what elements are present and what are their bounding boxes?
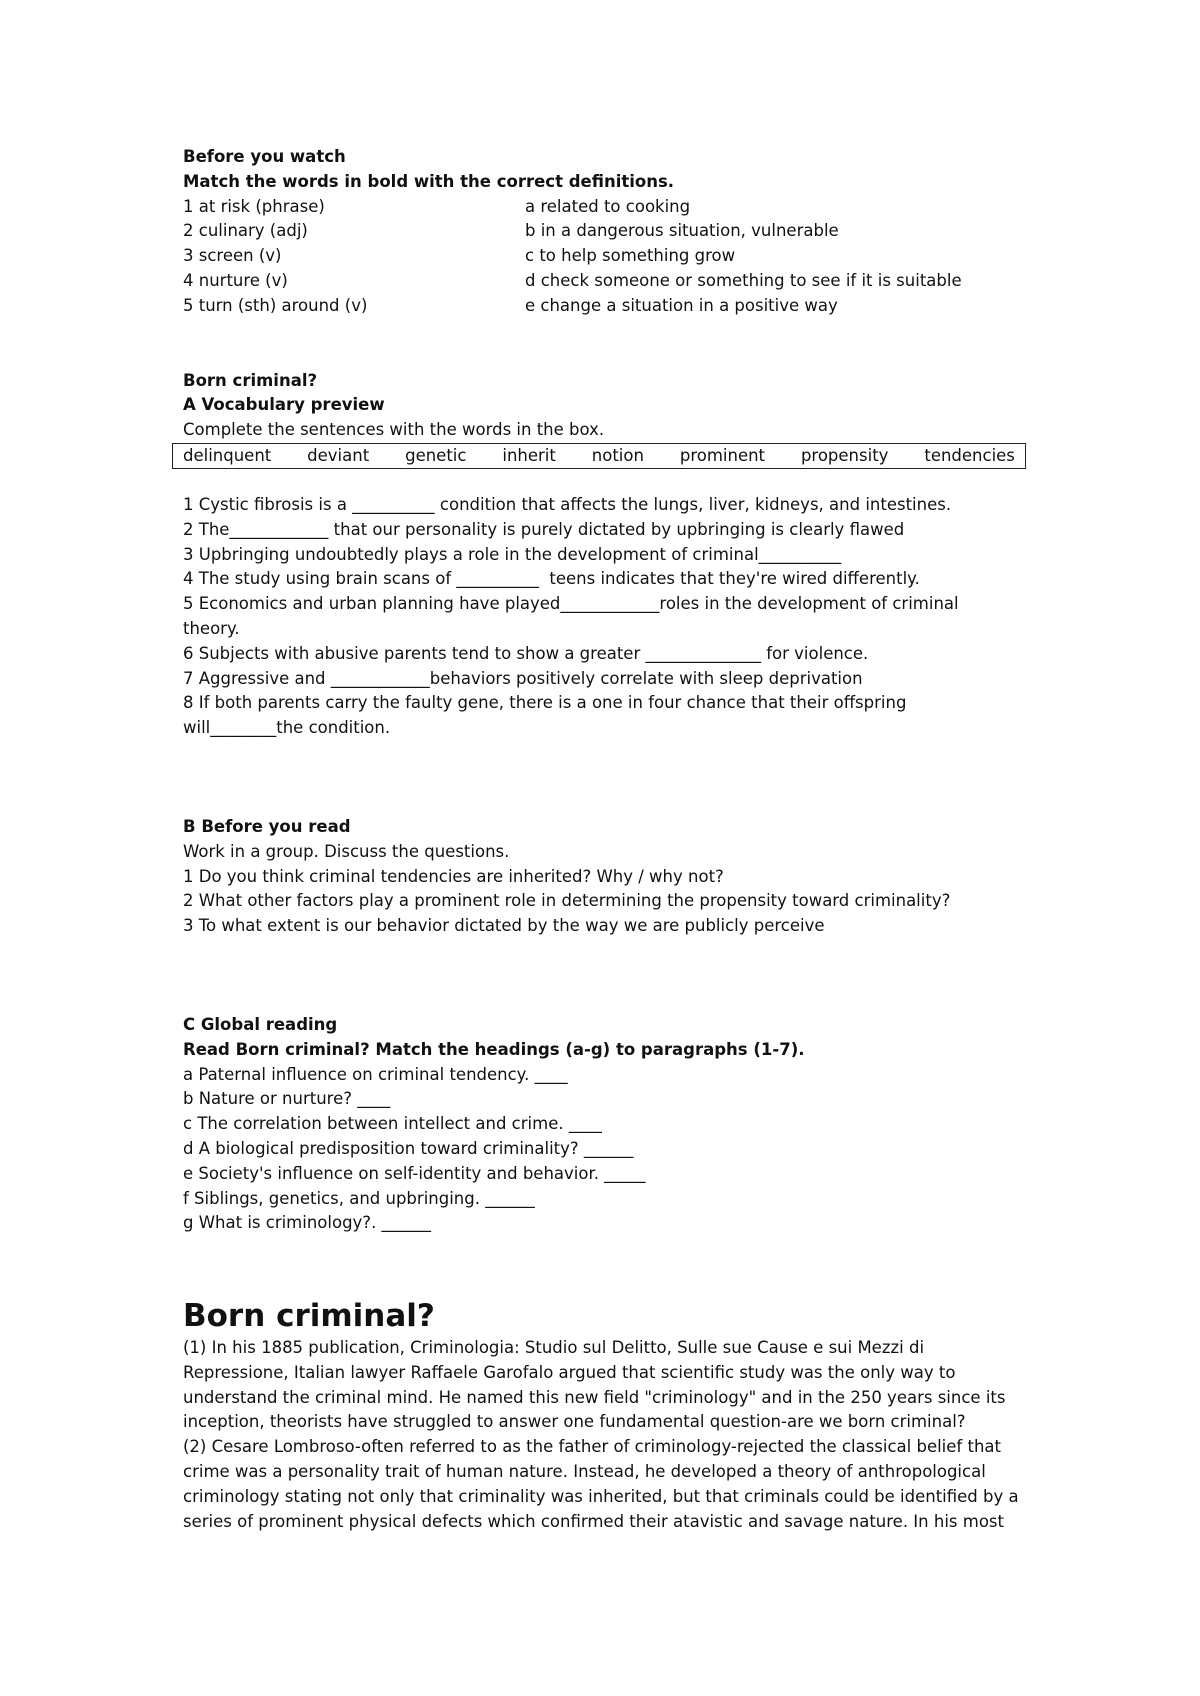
term: 3 screen (v): [183, 246, 282, 266]
sentence: 5 Economics and urban planning have played____________roles in the development of criminal: [183, 594, 959, 614]
question: 3 To what extent is our behavior dictated by the way we are publicly perceive: [183, 916, 825, 936]
sentence: will________the condition.: [183, 718, 391, 738]
definition: c to help something grow: [525, 246, 736, 266]
section-b-instruction: Work in a group. Discuss the questions.: [183, 841, 510, 861]
section-c-heading: C Global reading: [183, 1014, 338, 1034]
definition: b in a dangerous situation, vulnerable: [525, 221, 839, 241]
term: 4 nurture (v): [183, 270, 288, 290]
heading-item: e Society's influence on self-identity and behavior. _____: [183, 1163, 646, 1183]
term: 5 turn (sth) around (v): [183, 295, 368, 315]
word-box-item: genetic: [405, 445, 467, 465]
article-paragraph-1: (1) In his 1885 publication, Criminologia: Studio sul Delitto, Sulle sue Cause e sui Mezzi di Repressione, Italian lawyer Raffaele Garofalo argued that scientific study was the only way to understand the criminal mind. He named this new field "criminology" and in the 250 years since its inception, theorists have struggled to answer one fundamental question-are we born criminal?: [183, 1338, 1006, 1432]
matching-row: [183, 294, 1043, 319]
matching-row: [183, 219, 1043, 244]
word-box-item: prominent: [679, 445, 766, 465]
before-watch-heading: Before you watch: [183, 147, 346, 166]
word-box: [172, 443, 1026, 469]
word-box-item: delinquent: [183, 445, 272, 465]
definition: e change a situation in a positive way: [525, 295, 838, 315]
article-title: Born criminal?: [183, 1298, 435, 1335]
sentence: 3 Upbringing undoubtedly plays a role in the development of criminal__________: [183, 544, 842, 564]
sentence: 2 The____________ that our personality is purely dictated by upbringing is clearly flawed: [183, 519, 905, 539]
sentence: 8 If both parents carry the faulty gene, there is a one in four chance that their offspring: [183, 693, 907, 713]
heading-item: f Siblings, genetics, and upbringing. ______: [183, 1188, 535, 1208]
definition: a related to cooking: [525, 196, 691, 216]
heading-item: d A biological predisposition toward criminality? ______: [183, 1138, 634, 1158]
matching-row: [183, 244, 1043, 269]
matching-row: [183, 269, 1043, 294]
term: 1 at risk (phrase): [183, 196, 325, 216]
matching-list: [183, 195, 1043, 319]
question: 2 What other factors play a prominent role in determining the propensity toward criminality?: [183, 891, 951, 911]
sentence: 1 Cystic fibrosis is a __________ condition that affects the lungs, liver, kidneys, and intestines.: [183, 494, 952, 514]
section-a-heading: A Vocabulary preview: [183, 395, 385, 415]
sentence-list: [183, 493, 1043, 741]
article-paragraph-2: (2) Cesare Lombroso-often referred to as the father of criminology-rejected the classical belief that crime was a personality trait of human nature. Instead, he developed a theory of anthropological criminology stating not only that criminality was inherited, but that criminals could be identified by a series of prominent physical defects which confirmed their atavistic and savage nature. In his most: [183, 1437, 1019, 1531]
matching-row: [183, 195, 1043, 220]
section-b-heading: B Before you read: [183, 816, 351, 836]
definition: d check someone or something to see if it is suitable: [525, 270, 962, 290]
word-box-item: notion: [591, 445, 644, 465]
section-c-instruction: Read Born criminal? Match the headings (a-g) to paragraphs (1-7).: [183, 1039, 805, 1059]
sentence: 4 The study using brain scans of __________ teens indicates that they're wired differently.: [183, 569, 920, 589]
worksheet-page: [183, 145, 1043, 1534]
word-box-item: propensity: [800, 445, 889, 465]
sentence: 6 Subjects with abusive parents tend to show a greater ______________ for violence.: [183, 643, 869, 663]
word-box-item: tendencies: [924, 445, 1015, 465]
term: 2 culinary (adj): [183, 221, 308, 241]
heading-item: c The correlation between intellect and crime. ____: [183, 1114, 602, 1134]
heading-item: b Nature or nurture? ____: [183, 1089, 391, 1109]
section-title: Born criminal?: [183, 370, 318, 390]
heading-item: a Paternal influence on criminal tendency. ____: [183, 1064, 568, 1084]
section-a-instruction: Complete the sentences with the words in the box.: [183, 420, 605, 440]
word-box-item: deviant: [307, 445, 370, 465]
question: 1 Do you think criminal tendencies are inherited? Why / why not?: [183, 866, 724, 886]
sentence: 7 Aggressive and ____________behaviors positively correlate with sleep deprivation: [183, 668, 863, 688]
before-watch-instruction: Match the words in bold with the correct definitions.: [183, 171, 675, 191]
heading-item: g What is criminology?. ______: [183, 1213, 432, 1233]
sentence: theory.: [183, 618, 240, 638]
word-box-item: inherit: [502, 445, 556, 465]
